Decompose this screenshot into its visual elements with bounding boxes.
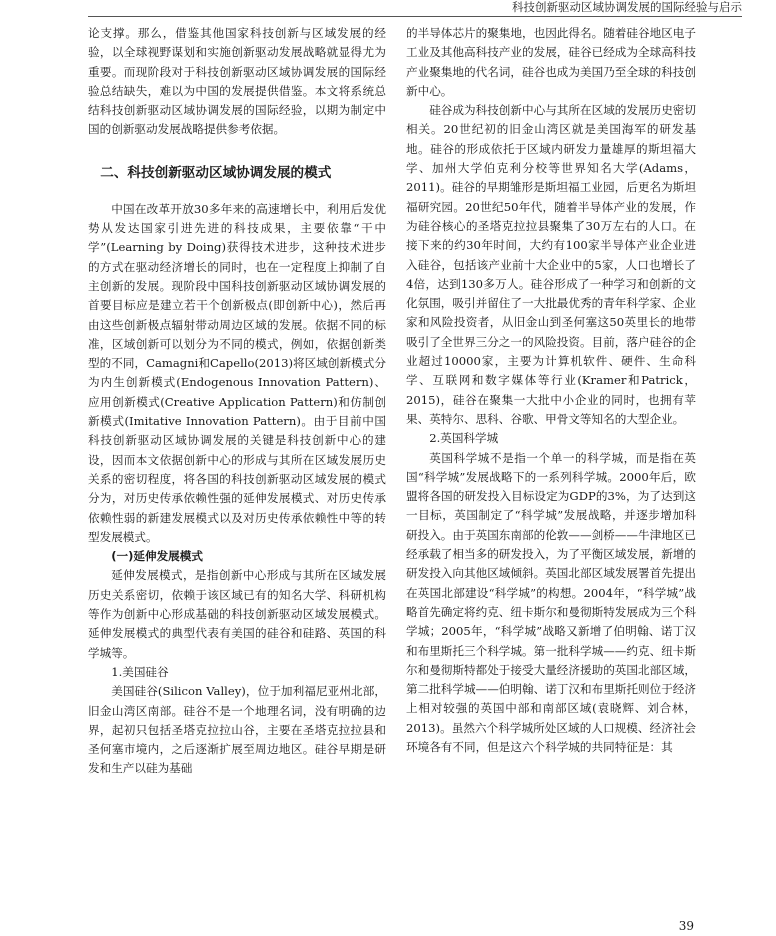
minor-heading-silicon-valley: 1.美国硅谷 [111, 664, 169, 679]
science-city-paragraph: 英国科学城不是指一个单一的科学城，而是指在英国“科学城”发展战略下的一系列科学城。2000年后，欧盟将各国的研发投入目标设定为GDP的3%，为了达到这一目标，英国制定了“科学城”发展战略，并逐步增加科研投入。由于英国东南部的伦敦——剑桥——牛津地区已经承载了相当多的研发投入，为了平衡区域发展，新增的研发投入向其他区域倾斜。英国北部区域发展署首先提出在英国北部建设“科学城”的构想。2004年，“科学城”战略首先确定将约克、纽卡斯尔和曼彻斯特发展成为三个科学城；2005年，“科学城”战略又新增了伯明翰、诺丁汉和布里斯托三个科学城。第一批科学城——约克、纽卡斯尔和曼彻斯特都处于接受大量经济援助的英国北部区域，第二批科学城——伯明翰、诺丁汉和布里斯托则位于经济上相对较强的英国中部和南部区域(袁晓辉、刘合林，2013)。虽然六个科学城所处区域的人口规模、经济社会环境各有不同，但是这六个科学城的共同特征是：其 [406, 450, 696, 754]
running-header-title: 科技创新驱动区域协调发展的国际经验与启示 [512, 0, 742, 14]
left-column [88, 24, 386, 779]
section-paragraph: 中国在改革开放30多年来的高速增长中，利用后发优势从发达国家引进先进的科技成果，主要依靠“干中学”(Learning by Doing)获得技术进步，这种技术进步的方式在驱动经济增长的同时，也在一定程度上抑制了自主创新的发展。现阶段中国科技创新驱动区域协调发展的首要目标应是建立若干个创新极点(即创新中心)，然后再由这些创新极点辐射带动周边区域的发展。依据不同的标准，区域创新可以划分为不同的模式，例如，依据创新类型的不同，Camagni和Capello(2013)将区域创新模式分为内生创新模式(Endogenous Innovation Pattern)、应用创新模式(Creative Application Pattern)和仿制创新模式(Imitative Innovation Pattern)。由于目前中国科技创新驱动区域协调发展的关键是科技创新中心的建设，因而本文依据创新中心的形成与其所在区域发展历史关系的密切程度，将各国的科技创新驱动区域发展的模式分为，对历史传承依赖性强的延伸发展模式、对历史传承依赖性弱的新建发展模式以及对历史传承依赖性中等的转型发展模式。 [88, 201, 386, 544]
subsection-paragraph: 延伸发展模式，是指创新中心形成与其所在区域发展历史关系密切，依赖于该区域已有的知名大学、科研机构等作为创新中心形成基础的科技创新驱动区域发展模式。延伸发展模式的典型代表有美国的硅谷和硅路、英国的科学城等。 [88, 568, 386, 660]
subsection-heading: (一)延伸发展模式 [111, 549, 203, 564]
right-column [406, 24, 696, 757]
history-paragraph: 硅谷成为科技创新中心与其所在区域的发展历史密切相关。20世纪初的旧金山湾区就是美国海军的研发基地。硅谷的形成依托于区域内研发力量雄厚的斯坦福大学、加州大学伯克利分校等世界知名大学(Adams，2011)。硅谷的早期雏形是斯坦福工业园，后更名为斯坦福研究园。20世纪50年代，随着半导体产业的发展，作为硅谷核心的圣塔克拉拉县聚集了30万左右的人口。在接下来的约30年时间，大约有100家半导体产业企业进入硅谷，包括该产业前十大企业中的5家，人口也增长了4倍，达到130多万人。硅谷形成了一种学习和创新的文化氛围，吸引并留住了一大批最优秀的青年科学家、企业家和风险投资者，从旧金山到圣何塞这50英里长的地带吸引了全世界三分之一的风险投资。目前，落户硅谷的企业超过10000家，主要为计算机软件、硬件、生命科学、互联网和数字媒体等行业(Kramer和Patrick，2015)，硅谷在聚集一大批中小企业的同时，也拥有苹果、英特尔、思科、谷歌、甲骨文等知名的大型企业。 [406, 103, 696, 426]
intro-paragraph: 论支撑。那么，借鉴其他国家科技创新与区域发展的经验，以全球视野谋划和实施创新驱动发展战略就显得尤为重要。而现阶段对于科技创新驱动区域协调发展的国际经验总结缺失，难以为中国的发展提供借鉴。本文将系统总结科技创新驱动区域协调发展的国际经验，以期为制定中国的创新驱动发展战略提供参考依据。 [88, 26, 386, 137]
page-number: 39 [678, 919, 694, 933]
header-rule [88, 16, 742, 17]
running-header [0, 0, 776, 17]
continued-paragraph: 的半导体芯片的聚集地，也因此得名。随着硅谷地区电子工业及其他高科技产业的发展，硅谷已经成为全球高科技产业聚集地的代名词，硅谷也成为美国乃至全球的科技创新中心。 [406, 26, 696, 98]
minor-heading-science-city: 2.英国科学城 [429, 431, 499, 446]
silicon-valley-paragraph: 美国硅谷(Silicon Valley)，位于加利福尼亚州北部，旧金山湾区南部。硅谷不是一个地理名词，没有明确的边界，起初只包括圣塔克拉拉山谷，主要在圣塔克拉拉县和圣何塞市境内，之后逐渐扩展至周边地区。硅谷早期是研发和生产以硅为基础 [88, 684, 386, 776]
section-heading: 二、科技创新驱动区域协调发展的模式 [100, 164, 332, 181]
